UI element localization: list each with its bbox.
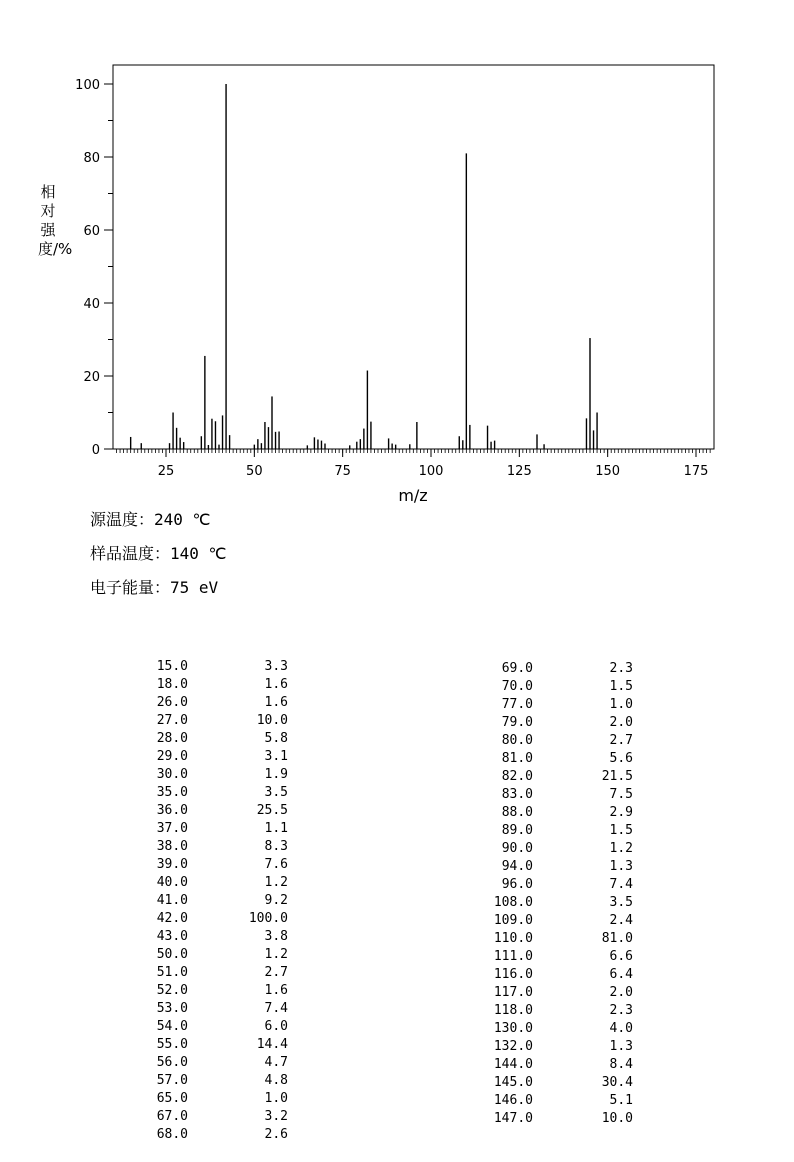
table-row bbox=[128, 928, 288, 946]
table-row bbox=[473, 714, 633, 732]
table-row bbox=[128, 946, 288, 964]
table-row bbox=[473, 840, 633, 858]
y-tick-label: 100 bbox=[75, 78, 100, 93]
mz-value: 36.0 bbox=[156, 803, 188, 818]
mz-value: 27.0 bbox=[156, 713, 188, 728]
table-row bbox=[473, 1110, 633, 1128]
table-row bbox=[128, 964, 288, 982]
intensity-value: 3.5 bbox=[264, 785, 288, 800]
mz-value: 15.0 bbox=[156, 659, 188, 674]
table-row bbox=[128, 802, 288, 820]
table-row bbox=[128, 766, 288, 784]
intensity-value: 1.5 bbox=[609, 679, 633, 694]
intensity-value: 1.1 bbox=[264, 821, 288, 836]
mass-spectrum-chart bbox=[0, 0, 794, 480]
mz-value: 56.0 bbox=[156, 1055, 188, 1070]
mz-value: 51.0 bbox=[156, 965, 188, 980]
y-axis-ticks bbox=[75, 78, 113, 458]
intensity-value: 1.6 bbox=[264, 983, 288, 998]
intensity-value: 1.2 bbox=[264, 947, 288, 962]
table-row bbox=[473, 678, 633, 696]
sample-temperature bbox=[90, 542, 227, 576]
table-row bbox=[128, 694, 288, 712]
table-row bbox=[473, 1056, 633, 1074]
table-row bbox=[128, 1000, 288, 1018]
intensity-value: 2.3 bbox=[609, 1003, 633, 1018]
mz-value: 38.0 bbox=[156, 839, 188, 854]
table-row bbox=[473, 660, 633, 678]
mz-value: 110.0 bbox=[493, 931, 533, 946]
table-row bbox=[128, 676, 288, 694]
x-minor-ticks bbox=[117, 449, 711, 453]
mz-value: 116.0 bbox=[493, 967, 533, 982]
table-row bbox=[128, 1018, 288, 1036]
mz-value: 68.0 bbox=[156, 1127, 188, 1142]
intensity-value: 6.4 bbox=[609, 967, 633, 982]
intensity-value: 2.7 bbox=[264, 965, 288, 980]
table-row bbox=[473, 1020, 633, 1038]
intensity-value: 8.3 bbox=[264, 839, 288, 854]
intensity-value: 1.6 bbox=[264, 695, 288, 710]
y-tick-label: 20 bbox=[83, 370, 100, 385]
source-temperature bbox=[90, 508, 227, 542]
intensity-value: 5.1 bbox=[609, 1093, 633, 1108]
table-row bbox=[128, 1054, 288, 1072]
intensity-value: 1.3 bbox=[609, 1039, 633, 1054]
intensity-value: 21.5 bbox=[601, 769, 633, 784]
mz-value: 77.0 bbox=[501, 697, 533, 712]
plot-frame bbox=[113, 65, 714, 449]
x-tick-label: 150 bbox=[595, 464, 621, 479]
table-row bbox=[473, 984, 633, 1002]
sample-temperature-value: 140 ℃ bbox=[170, 544, 227, 563]
intensity-value: 3.8 bbox=[264, 929, 288, 944]
y-tick-label: 40 bbox=[83, 297, 100, 312]
table-row bbox=[128, 658, 288, 676]
table-row bbox=[473, 732, 633, 750]
table-row bbox=[128, 910, 288, 928]
y-tick-label: 60 bbox=[83, 224, 100, 239]
table-row bbox=[473, 1092, 633, 1110]
mz-value: 57.0 bbox=[156, 1073, 188, 1088]
mz-value: 41.0 bbox=[156, 893, 188, 908]
intensity-value: 9.2 bbox=[264, 893, 288, 908]
conditions-block bbox=[90, 508, 227, 610]
mz-value: 146.0 bbox=[493, 1093, 533, 1108]
intensity-value: 3.5 bbox=[609, 895, 633, 910]
table-row bbox=[128, 1090, 288, 1108]
intensity-value: 14.4 bbox=[256, 1037, 288, 1052]
intensity-value: 1.3 bbox=[609, 859, 633, 874]
intensity-value: 4.0 bbox=[609, 1021, 633, 1036]
x-tick-label: 125 bbox=[506, 464, 532, 479]
mz-value: 43.0 bbox=[156, 929, 188, 944]
mz-value: 80.0 bbox=[501, 733, 533, 748]
mz-value: 69.0 bbox=[501, 661, 533, 676]
electron-energy-label: 电子能量： bbox=[90, 578, 171, 597]
intensity-value: 4.8 bbox=[264, 1073, 288, 1088]
mz-value: 53.0 bbox=[156, 1001, 188, 1016]
intensity-value: 1.2 bbox=[264, 875, 288, 890]
mz-value: 96.0 bbox=[501, 877, 533, 892]
mz-value: 147.0 bbox=[493, 1111, 533, 1126]
table-row bbox=[473, 750, 633, 768]
x-axis-ticks bbox=[158, 449, 709, 479]
intensity-value: 2.0 bbox=[609, 715, 633, 730]
table-row bbox=[473, 930, 633, 948]
intensity-value: 8.4 bbox=[609, 1057, 633, 1072]
mz-value: 18.0 bbox=[156, 677, 188, 692]
table-row bbox=[128, 1072, 288, 1090]
table-row bbox=[473, 876, 633, 894]
table-row bbox=[473, 1074, 633, 1092]
mz-value: 111.0 bbox=[493, 949, 533, 964]
mz-value: 90.0 bbox=[501, 841, 533, 856]
x-tick-label: 25 bbox=[157, 464, 175, 479]
mz-value: 109.0 bbox=[493, 913, 533, 928]
table-row bbox=[473, 696, 633, 714]
intensity-value: 1.6 bbox=[264, 677, 288, 692]
y-tick-label: 80 bbox=[83, 151, 100, 166]
table-row bbox=[473, 858, 633, 876]
peak-table-right bbox=[473, 660, 633, 1128]
mz-value: 89.0 bbox=[501, 823, 533, 838]
table-row bbox=[128, 1108, 288, 1126]
table-row bbox=[128, 874, 288, 892]
electron-energy-value: 75 eV bbox=[170, 578, 219, 597]
mz-value: 37.0 bbox=[156, 821, 188, 836]
intensity-value: 6.0 bbox=[264, 1019, 288, 1034]
table-row bbox=[128, 748, 288, 766]
table-row bbox=[473, 948, 633, 966]
table-row bbox=[128, 838, 288, 856]
mz-value: 130.0 bbox=[493, 1021, 533, 1036]
peak-table-left bbox=[128, 658, 288, 1144]
intensity-value: 2.0 bbox=[609, 985, 633, 1000]
mz-value: 65.0 bbox=[156, 1091, 188, 1106]
mz-value: 79.0 bbox=[501, 715, 533, 730]
mz-value: 144.0 bbox=[493, 1057, 533, 1072]
mz-value: 117.0 bbox=[493, 985, 533, 1000]
mz-value: 28.0 bbox=[156, 731, 188, 746]
intensity-value: 25.5 bbox=[256, 803, 288, 818]
table-row bbox=[128, 856, 288, 874]
mz-value: 88.0 bbox=[501, 805, 533, 820]
mz-value: 132.0 bbox=[493, 1039, 533, 1054]
mz-value: 108.0 bbox=[493, 895, 533, 910]
mz-value: 52.0 bbox=[156, 983, 188, 998]
mz-value: 145.0 bbox=[493, 1075, 533, 1090]
spectrum-bars bbox=[131, 84, 597, 449]
mz-value: 30.0 bbox=[156, 767, 188, 782]
mz-value: 50.0 bbox=[156, 947, 188, 962]
mz-value: 82.0 bbox=[501, 769, 533, 784]
intensity-value: 3.3 bbox=[264, 659, 288, 674]
intensity-value: 4.7 bbox=[264, 1055, 288, 1070]
source-temperature-label: 源温度： bbox=[90, 510, 155, 529]
table-row bbox=[128, 784, 288, 802]
mz-value: 70.0 bbox=[501, 679, 533, 694]
intensity-value: 6.6 bbox=[609, 949, 633, 964]
table-row bbox=[473, 804, 633, 822]
intensity-value: 2.6 bbox=[264, 1127, 288, 1142]
y-axis-label: 相对强度/% bbox=[38, 183, 73, 258]
table-row bbox=[473, 1038, 633, 1056]
intensity-value: 81.0 bbox=[601, 931, 633, 946]
intensity-value: 2.7 bbox=[609, 733, 633, 748]
mz-value: 35.0 bbox=[156, 785, 188, 800]
x-tick-label: 175 bbox=[683, 464, 709, 479]
table-row bbox=[128, 982, 288, 1000]
mz-value: 83.0 bbox=[501, 787, 533, 802]
intensity-value: 7.4 bbox=[609, 877, 633, 892]
mz-value: 40.0 bbox=[156, 875, 188, 890]
intensity-value: 1.9 bbox=[264, 767, 288, 782]
y-tick-label: 0 bbox=[91, 443, 100, 458]
source-temperature-value: 240 ℃ bbox=[154, 510, 211, 529]
mz-value: 29.0 bbox=[156, 749, 188, 764]
mz-value: 55.0 bbox=[156, 1037, 188, 1052]
intensity-value: 2.4 bbox=[609, 913, 633, 928]
intensity-value: 10.0 bbox=[601, 1111, 633, 1126]
sample-temperature-label: 样品温度： bbox=[90, 544, 171, 563]
table-row bbox=[473, 912, 633, 930]
intensity-value: 1.5 bbox=[609, 823, 633, 838]
table-row bbox=[473, 894, 633, 912]
mz-value: 81.0 bbox=[501, 751, 533, 766]
x-axis-label: m/z bbox=[398, 486, 428, 505]
table-row bbox=[473, 786, 633, 804]
intensity-value: 1.2 bbox=[609, 841, 633, 856]
mz-value: 54.0 bbox=[156, 1019, 188, 1034]
intensity-value: 30.4 bbox=[601, 1075, 633, 1090]
intensity-value: 2.3 bbox=[609, 661, 633, 676]
table-row bbox=[473, 966, 633, 984]
intensity-value: 2.9 bbox=[609, 805, 633, 820]
mz-value: 94.0 bbox=[501, 859, 533, 874]
intensity-value: 7.4 bbox=[264, 1001, 288, 1016]
table-row bbox=[128, 730, 288, 748]
intensity-value: 1.0 bbox=[609, 697, 633, 712]
intensity-value: 7.6 bbox=[264, 857, 288, 872]
intensity-value: 7.5 bbox=[609, 787, 633, 802]
electron-energy bbox=[90, 576, 227, 610]
table-row bbox=[473, 822, 633, 840]
x-tick-label: 50 bbox=[246, 464, 263, 479]
mz-value: 39.0 bbox=[156, 857, 188, 872]
intensity-value: 5.6 bbox=[609, 751, 633, 766]
table-row bbox=[128, 712, 288, 730]
mz-value: 42.0 bbox=[156, 911, 188, 926]
table-row bbox=[473, 768, 633, 786]
intensity-value: 3.1 bbox=[264, 749, 288, 764]
mz-value: 67.0 bbox=[156, 1109, 188, 1124]
x-tick-label: 75 bbox=[334, 464, 351, 479]
intensity-value: 5.8 bbox=[264, 731, 288, 746]
x-tick-label: 100 bbox=[418, 464, 444, 479]
table-row bbox=[128, 1036, 288, 1054]
table-row bbox=[128, 820, 288, 838]
table-row bbox=[473, 1002, 633, 1020]
intensity-value: 100.0 bbox=[248, 911, 288, 926]
mz-value: 118.0 bbox=[493, 1003, 533, 1018]
mz-value: 26.0 bbox=[156, 695, 188, 710]
intensity-value: 3.2 bbox=[264, 1109, 288, 1124]
table-row bbox=[128, 892, 288, 910]
intensity-value: 1.0 bbox=[264, 1091, 288, 1106]
table-row bbox=[128, 1126, 288, 1144]
intensity-value: 10.0 bbox=[256, 713, 288, 728]
